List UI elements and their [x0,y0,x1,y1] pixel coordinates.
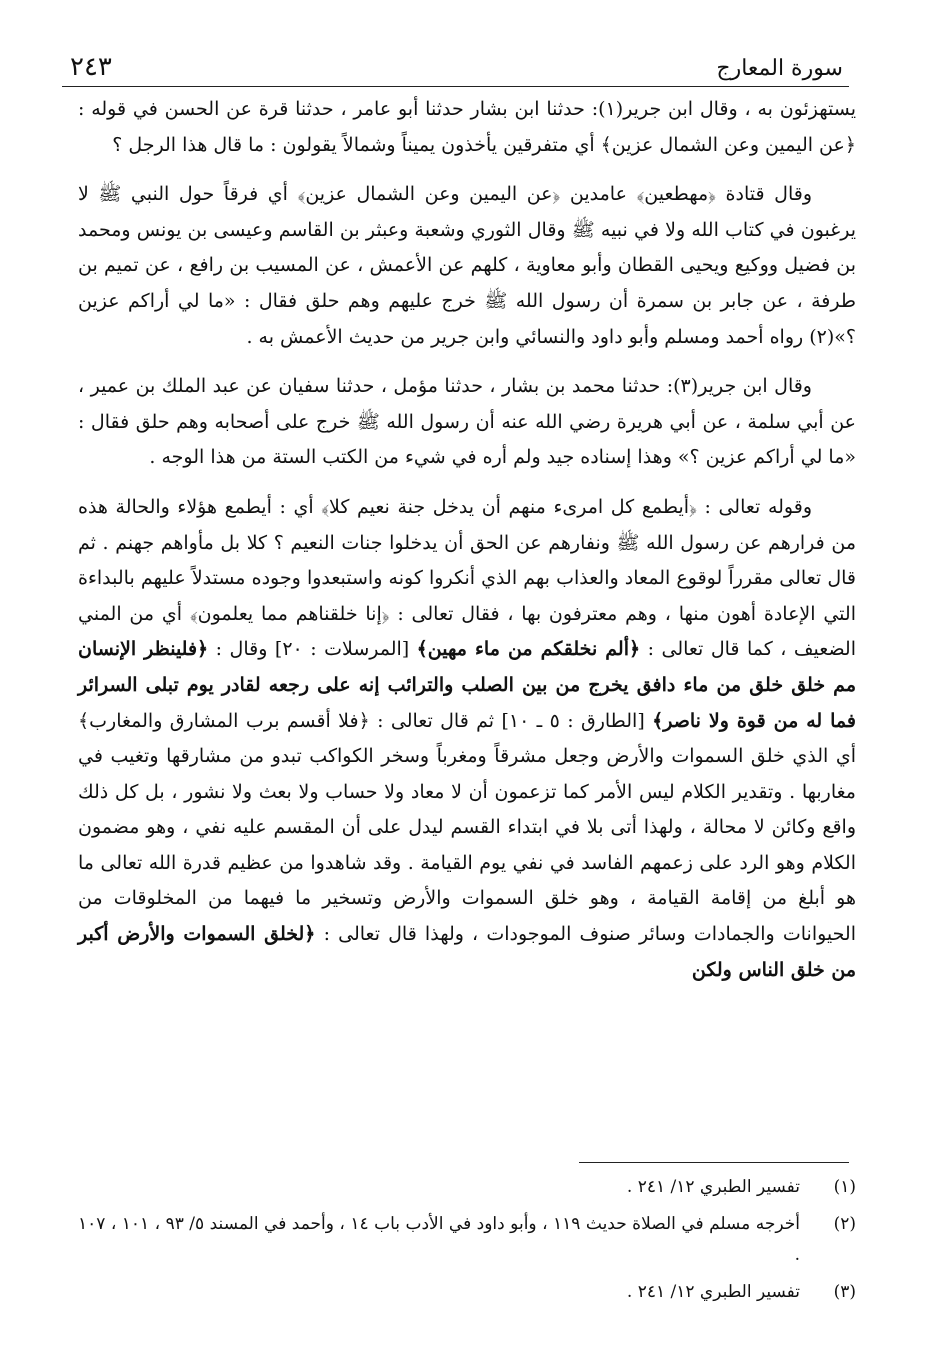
text-run: وقوله تعالى : ﴿أيطمع كل امرىء منهم أن يدخل جنة نعيم كلا﴾ أي : أيطمع هؤلاء والحالة هذه من فرارهم عن رسول الله ﷺ ونفارهم عن الحق أن يدخلوا جنات النعيم ؟ كلا بل مأواهم جهنم . ثم قال تعالى مقرراً لوقوع المعاد والعذاب بهم الذي أنكروا كونه واستبعدوا وجوده مستدلاً عليهم بالبداءة التي الإعادة أهون منها ، وهم معترفون بها ، فقال تعالى : ﴿إنا خلقناهم مما يعلمون﴾ أي من المني الضعيف ، كما قال تعالى : [78,495,856,661]
footnote [78,1209,856,1271]
footnote-number: (٣) [833,1282,856,1302]
quran-verse: ﴿ألم نخلقكم من ماء مهين﴾ [416,638,641,661]
text-run: : حدثنا ابن بشار حدثنا أبو عامر ، حدثنا قرة عن الحسن في قوله : ﴿عن اليمين وعن الشمال عزين﴾ أي متفرقين يأخذون يميناً وشمالاً يقولون : ما قال هذا الرجل ؟ [78,98,856,156]
text-run: [المرسلات : ٢٠] وقال : [208,638,417,661]
paragraph [78,92,856,163]
text-run: وقال قتادة ﴿مهطعين﴾ عامدين ﴿عن اليمين وعن الشمال عزين﴾ أي فرقاً حول النبي ﷺ لا يرغبون في كتاب الله ولا في نبيه ﷺ وقال الثوري وشعبة وعبثر بن القاسم وعيسى بن يونس ومحمد بن فضيل ووكيع ويحيى القطان وأبو معاوية ، كلهم عن الأعمش ، عن المسيب بن رافع ، عن تميم بن طرفة ، عن جابر بن سمرة أن رسول الله ﷺ خرج عليهم وهم حلق فقال : «ما لي أراكم عزين ؟» [78,183,856,348]
text-run: وقال ابن جرير [698,375,812,398]
footnote-text: تفسير الطبري ١٢/ ٢٤١ . [626,1177,800,1197]
surah-title: سورة المعارج [716,56,843,81]
footnote [78,1172,856,1203]
text-run: [الطارق : ٥ ـ ١٠] ثم قال تعالى : ﴿فلا أقسم برب المشارق والمغارب﴾ أي الذي خلق السموات والأرض وجعل مشرقاً ومغرباً وسخر الكواكب تبدو من مشارقها وتغيب في مغاربها . وتقدير الكلام ليس الأمر كما تزعمون أن لا معاد ولا حساب ولا بعث ولا نشور ، بل كل ذلك واقع وكائن لا محالة ، ولهذا أتى بلا في ابتداء القسم ليدل على أن المقسم عليه نفي ، وهو مضمون الكلام وهو الرد على زعمهم الفاسد في نفي يوم القيامة . وقد شاهدوا من عظيم قدرة الله تعالى ما هو أبلغ من إقامة القيامة ، وهو خلق السموات والأرض وتسخير ما فيهما من المخلوقات من الحيوانات والجمادات وسائر صنوف الموجودات ، ولهذا قال تعالى : [78,709,856,946]
running-header [62,48,849,87]
text-run: (٢) [809,325,835,348]
paragraph [78,369,856,476]
quran-verse: ﴿لخلق السموات والأرض أكبر من خلق الناس ولكن [78,923,856,981]
text-run: يستهزئون به ، وقال ابن جرير [623,98,856,120]
main-text [78,92,856,1002]
footnote-divider [579,1162,849,1163]
quran-verse: ﴿فلينظر الإنسان مم خلق خلق من ماء دافق يخرج من بين الصلب والترائب إنه على رجعه لقادر يوم تبلى السرائر فما له من قوة ولا ناصر﴾ [78,638,856,732]
page-number: ٢٤٣ [70,52,112,82]
footnote-text: أخرجه مسلم في الصلاة حديث ١١٩ ، وأبو داود في الأدب باب ١٤ ، وأحمد في المسند ٥/ ٩٣ ، ١٠١ ، ١٠٧ . [78,1214,800,1265]
text-run: : حدثنا محمد بن بشار ، حدثنا مؤمل ، حدثنا سفيان عن عبد الملك بن عمير ، عن أبي سلمة ، عن أبي هريرة رضي الله عنه أن رسول الله ﷺ خرج على أصحابه وهم حلق فقال : «ما لي أراكم عزين ؟» وهذا إسناده جيد ولم أره في شيء من الكتب الستة من هذا الوجه . [78,375,856,469]
paragraph [78,177,856,355]
footnote [78,1277,856,1308]
text-run: (١) [598,98,624,120]
footnote-number: (١) [833,1177,856,1197]
footnotes [78,1172,856,1314]
footnote-number: (٢) [833,1214,856,1234]
paragraph [78,490,856,988]
footnote-text: تفسير الطبري ١٢/ ٢٤١ . [626,1282,800,1302]
text-run: رواه أحمد ومسلم وأبو داود والنسائي وابن جرير من حديث الأعمش به . [246,325,810,348]
text-run: (٣) [673,375,699,398]
